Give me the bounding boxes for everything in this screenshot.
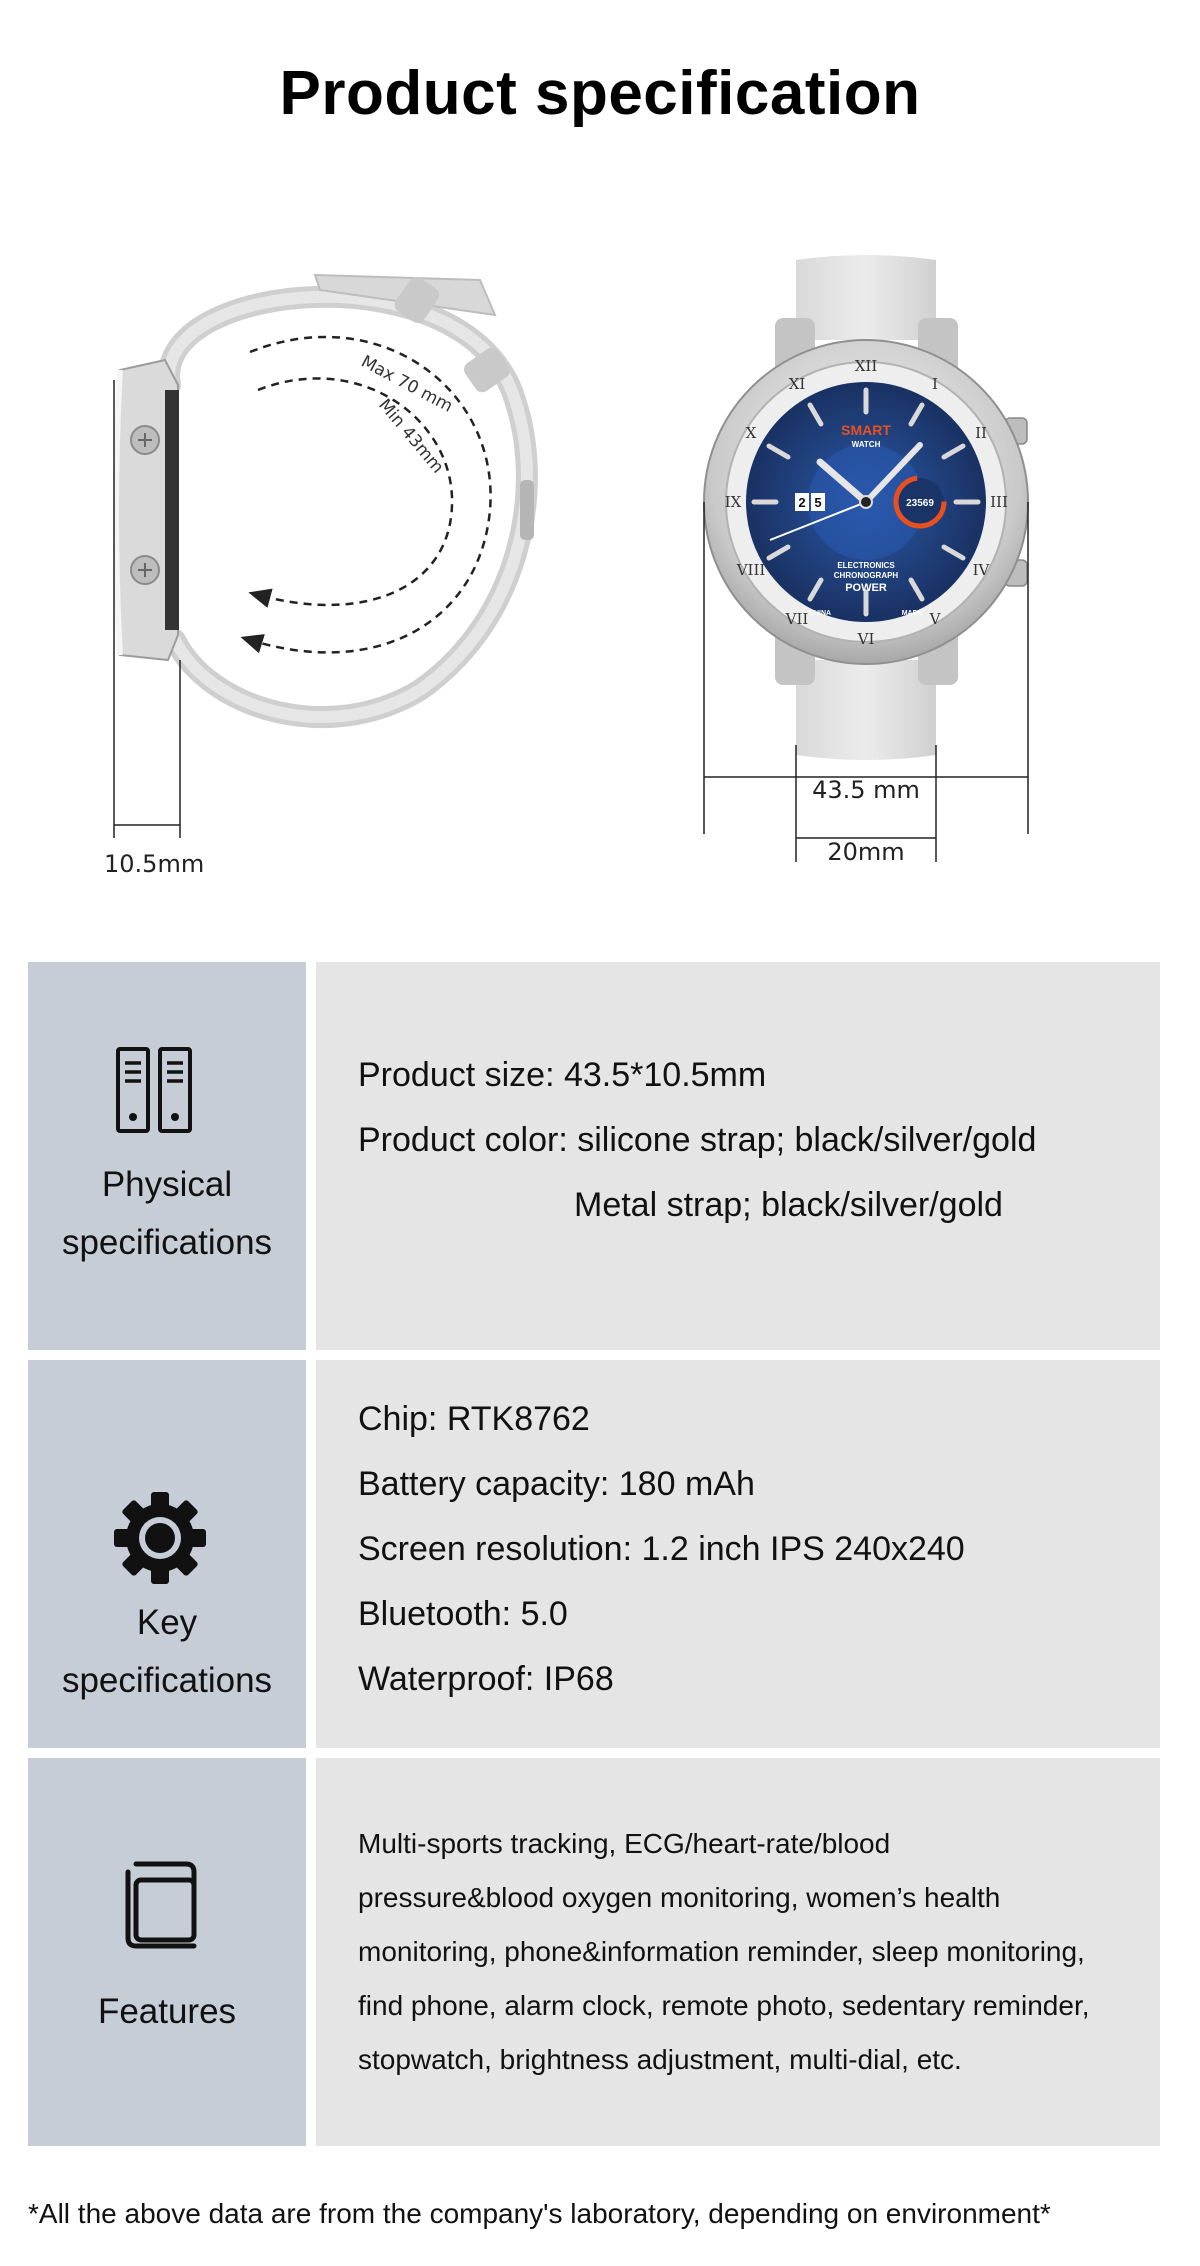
side-view-watch (116, 274, 534, 717)
svg-text:I: I (932, 375, 938, 393)
svg-text:IX: IX (724, 493, 742, 511)
section-heading (28, 1594, 306, 1710)
svg-text:MADE: MADE (901, 610, 923, 617)
section-heading-line1: Key (136, 1603, 198, 1642)
features-section (28, 1758, 1160, 2146)
key-specifications-section (28, 1360, 1160, 1748)
front-view-watch (704, 255, 1028, 760)
svg-text:2: 2 (798, 495, 806, 510)
section-heading-line2: specifications (61, 1223, 273, 1262)
svg-text:WATCH: WATCH (851, 440, 881, 449)
section-heading-line1: Features (97, 1992, 237, 2031)
svg-text:XII: XII (854, 357, 878, 375)
section-label-panel (28, 962, 306, 1350)
thickness-label: 10.5mm (104, 850, 205, 878)
svg-text:5: 5 (814, 495, 822, 510)
product-dimension-diagram (0, 240, 1200, 920)
svg-text:V: V (929, 610, 941, 628)
max-size-label: Max 70 mm (357, 351, 456, 417)
svg-text:CHRONOGRAPH: CHRONOGRAPH (833, 571, 899, 580)
bluetooth-line: Bluetooth: 5.0 (358, 1595, 568, 1633)
section-heading (28, 1983, 306, 2041)
metal-strap-line: Metal strap; black/silver/gold (574, 1186, 1003, 1224)
battery-line: Battery capacity: 180 mAh (358, 1465, 755, 1503)
svg-text:ELECTRONICS: ELECTRONICS (837, 561, 895, 570)
section-label-panel (28, 1360, 306, 1748)
svg-text:XI: XI (788, 375, 806, 393)
min-size-arrow (258, 378, 452, 605)
waterproof-line: Waterproof: IP68 (358, 1660, 614, 1698)
product-color-line: Product color: silicone strap; black/silver/gold (358, 1121, 1037, 1159)
gear-icon (112, 1490, 208, 1586)
svg-text:CHINA: CHINA (808, 610, 832, 617)
stacked-pages-icon (114, 1858, 202, 1954)
section-label-panel (28, 1758, 306, 2146)
svg-text:II: II (975, 424, 987, 442)
svg-text:SMART: SMART (841, 422, 891, 438)
svg-text:POWER: POWER (845, 582, 887, 594)
features-line: pressure&blood oxygen monitoring, women’s health (358, 1882, 1001, 1913)
section-heading (28, 1156, 306, 1272)
physical-specifications-section (28, 962, 1160, 1350)
svg-text:23569: 23569 (906, 498, 934, 509)
section-heading-line1: Physical (101, 1165, 233, 1204)
svg-text:VII: VII (785, 610, 809, 628)
chip-line: Chip: RTK8762 (358, 1400, 590, 1438)
svg-text:VIII: VIII (736, 561, 766, 579)
strap-width-label: 20mm (827, 838, 905, 866)
max-size-arrow (250, 337, 491, 652)
page-title: Product specification (279, 59, 921, 128)
section-details-panel (316, 1360, 1160, 1748)
features-line: find phone, alarm clock, remote photo, sedentary reminder, (358, 1990, 1090, 2021)
svg-text:IV: IV (972, 561, 990, 579)
min-size-label: Min 43mm (374, 395, 448, 478)
screen-resolution-line: Screen resolution: 1.2 inch IPS 240x240 (358, 1530, 965, 1568)
features-line: stopwatch, brightness adjustment, multi-dial, etc. (358, 2044, 962, 2075)
product-size-line: Product size: 43.5*10.5mm (358, 1056, 767, 1094)
section-details-panel (316, 1758, 1160, 2146)
section-details-panel (316, 962, 1160, 1350)
svg-text:III: III (990, 493, 1008, 511)
svg-text:VI: VI (857, 630, 875, 648)
section-heading-line2: specifications (61, 1661, 273, 1700)
case-width-label: 43.5 mm (812, 776, 920, 804)
svg-text:X: X (745, 424, 757, 442)
phone-pair-icon (114, 1045, 194, 1135)
footnote: *All the above data are from the company's laboratory, depending on environment* (28, 2198, 1051, 2229)
features-line: monitoring, phone&information reminder, sleep monitoring, (358, 1936, 1085, 1967)
features-line: Multi-sports tracking, ECG/heart-rate/blood (358, 1828, 891, 1859)
